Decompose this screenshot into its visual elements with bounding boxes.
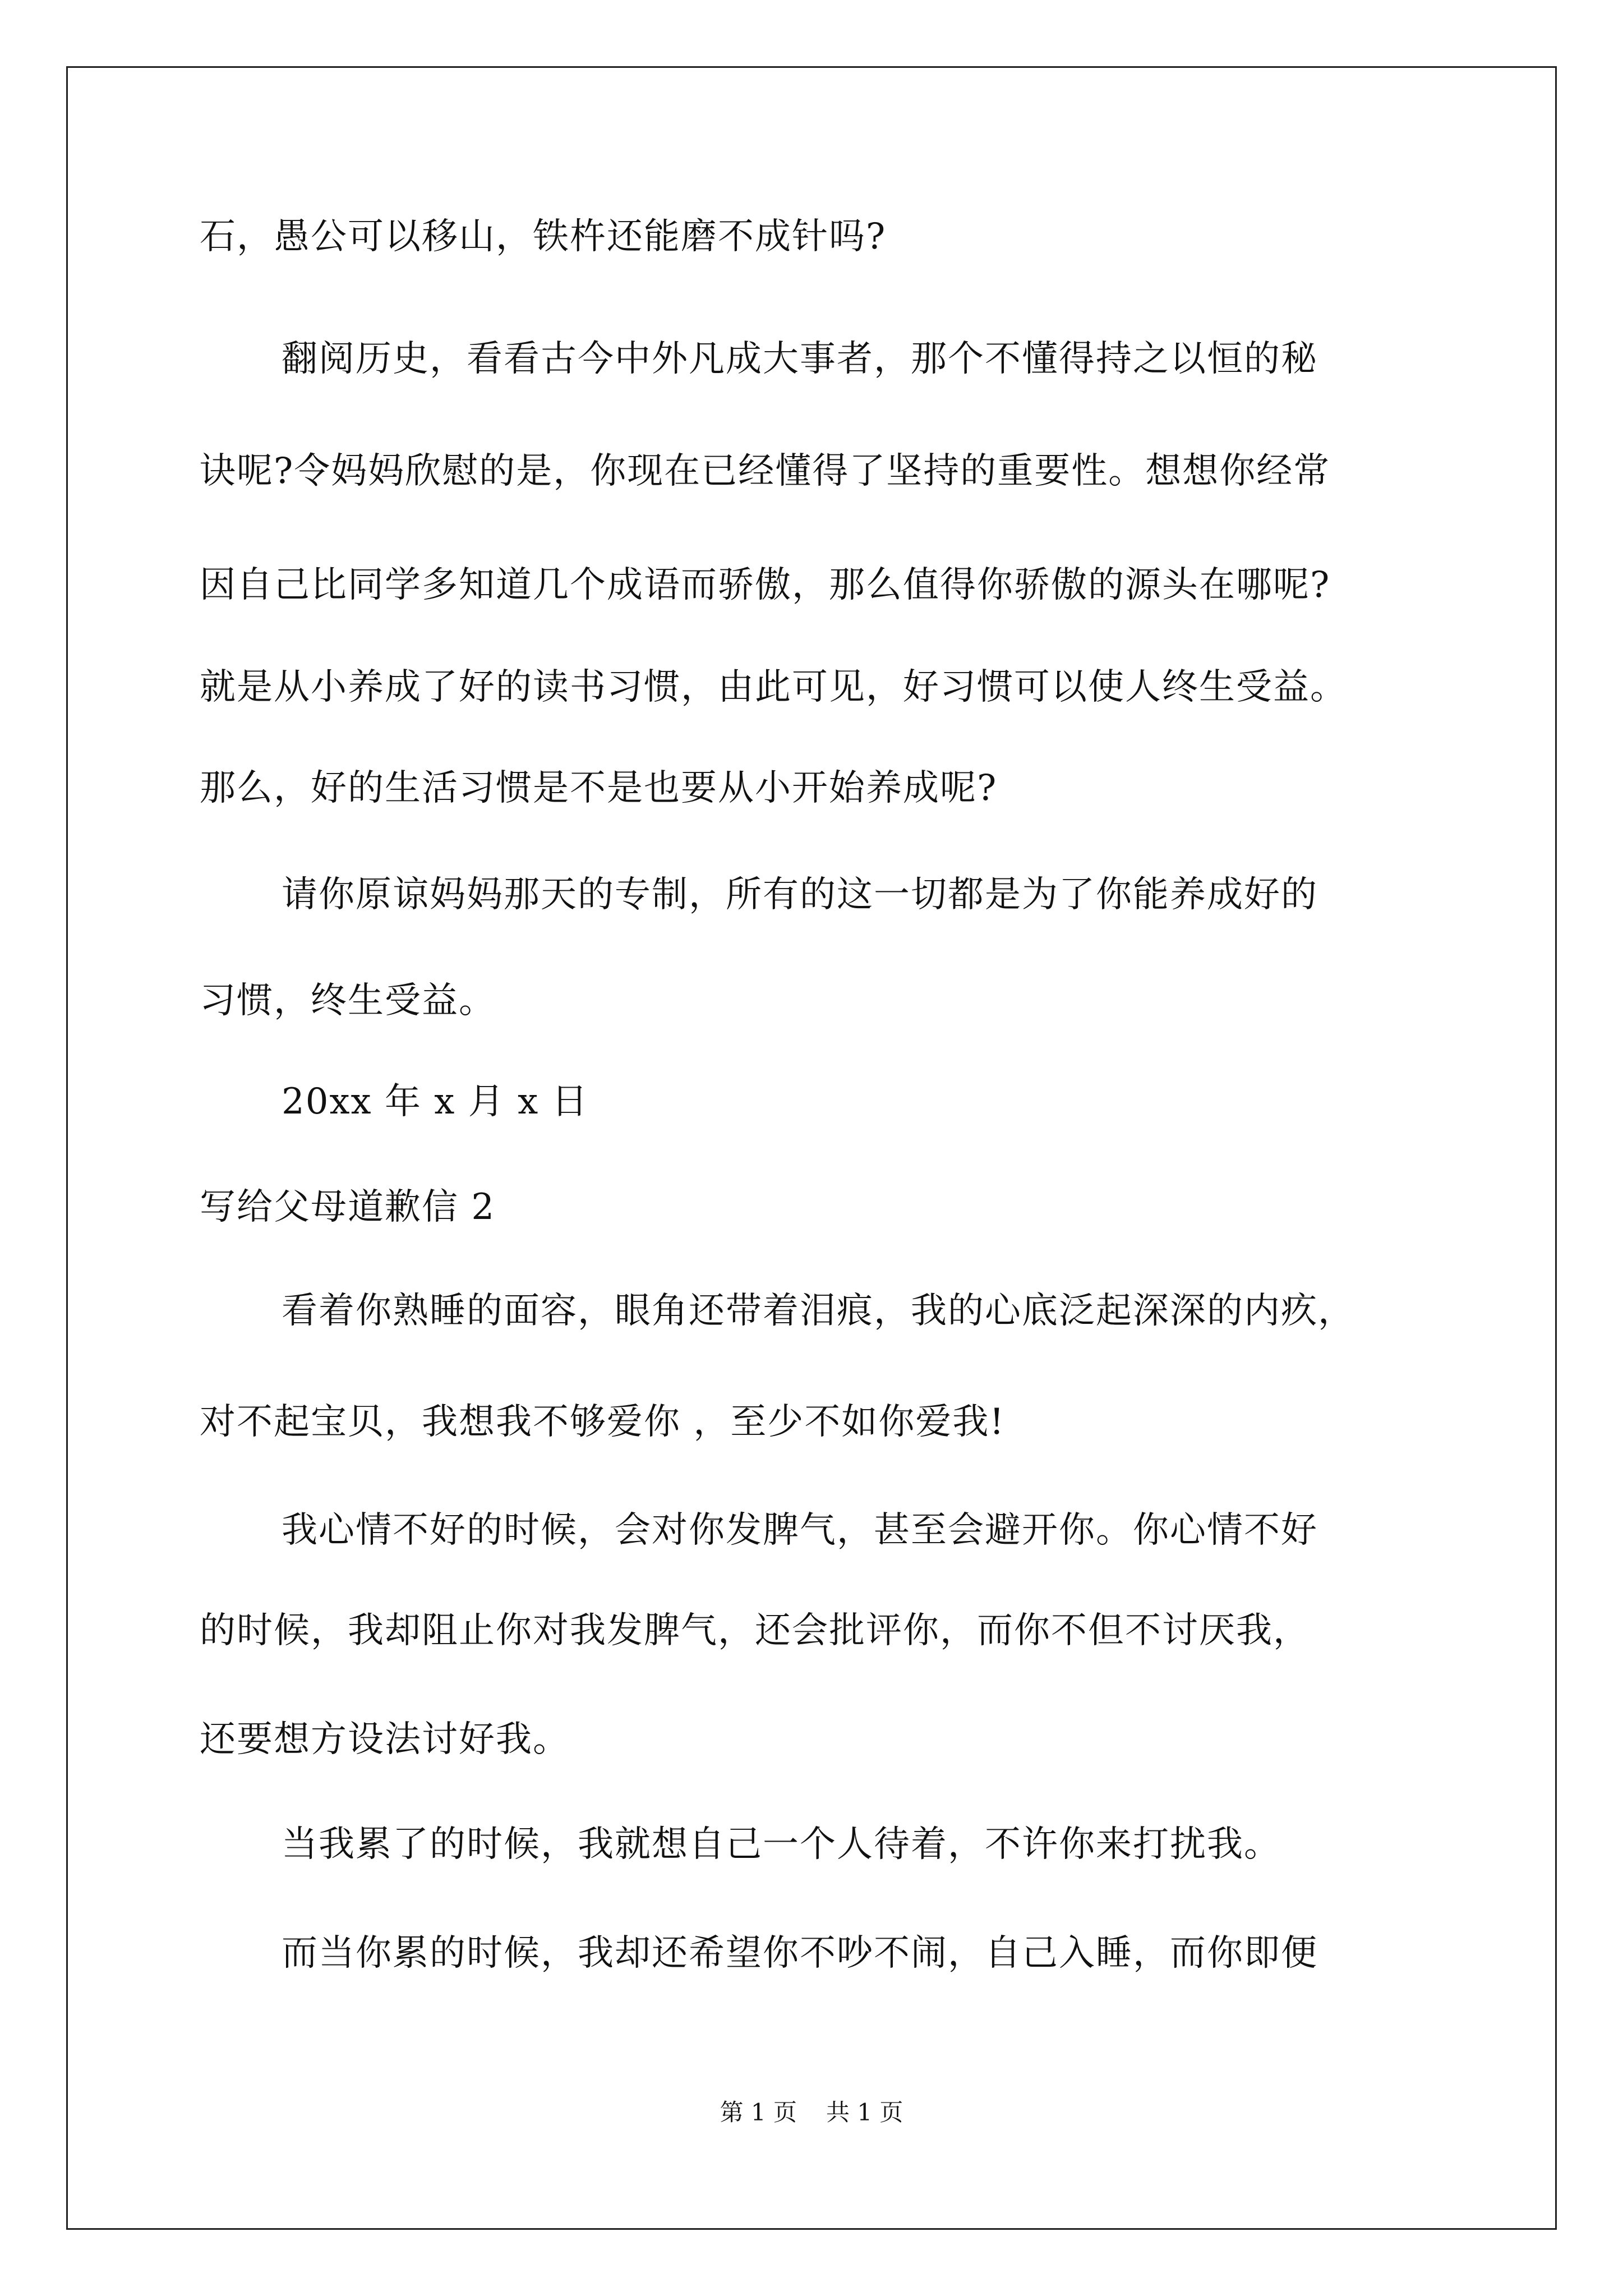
text-line: 翻阅历史，看看古今中外凡成大事者，那个不懂得持之以恒的秘 (282, 338, 1318, 380)
text-line: 石，愚公可以移山，铁杵还能磨不成针吗? (200, 216, 887, 257)
page-border (66, 66, 1557, 2230)
page-number: 第 1 页 (720, 2099, 797, 2126)
text-line: 那么，好的生活习惯是不是也要从小开始养成呢? (200, 767, 998, 809)
text-line: 看着你熟睡的面容，眼角还带着泪痕，我的心底泛起深深的内疚， (282, 1290, 1355, 1332)
page-footer (0, 2101, 1623, 2124)
text-line: 习惯，终生受益。 (200, 980, 496, 1022)
text-line: 请你原谅妈妈那天的专制，所有的这一切都是为了你能养成好的 (282, 874, 1318, 915)
text-line: 的时候，我却阻止你对我发脾气，还会批评你，而你不但不讨厌我， (200, 1610, 1310, 1651)
text-line: 就是从小养成了好的读书习惯，由此可见，好习惯可以使人终生受益。 (200, 666, 1347, 708)
text-line: 我心情不好的时候，会对你发脾气，甚至会避开你。你心情不好 (282, 1510, 1318, 1551)
text-line: 还要想方设法讨好我。 (200, 1719, 570, 1760)
section-title: 写给父母道歉信 2 (200, 1186, 496, 1228)
page-total: 共 1 页 (826, 2099, 903, 2126)
text-line: 而当你累的时候，我却还希望你不吵不闹，自己入睡，而你即便 (282, 1932, 1318, 1974)
text-line: 诀呢?令妈妈欣慰的是，你现在已经懂得了坚持的重要性。想想你经常 (200, 450, 1331, 492)
date-line: 20xx 年 x 月 x 日 (282, 1081, 589, 1122)
text-line: 对不起宝贝，我想我不够爱你 ，至少不如你爱我! (200, 1401, 1006, 1443)
text-line: 因自己比同学多知道几个成语而骄傲，那么值得你骄傲的源头在哪呢? (200, 564, 1331, 606)
text-line: 当我累了的时候，我就想自己一个人待着，不许你来打扰我。 (282, 1824, 1281, 1865)
